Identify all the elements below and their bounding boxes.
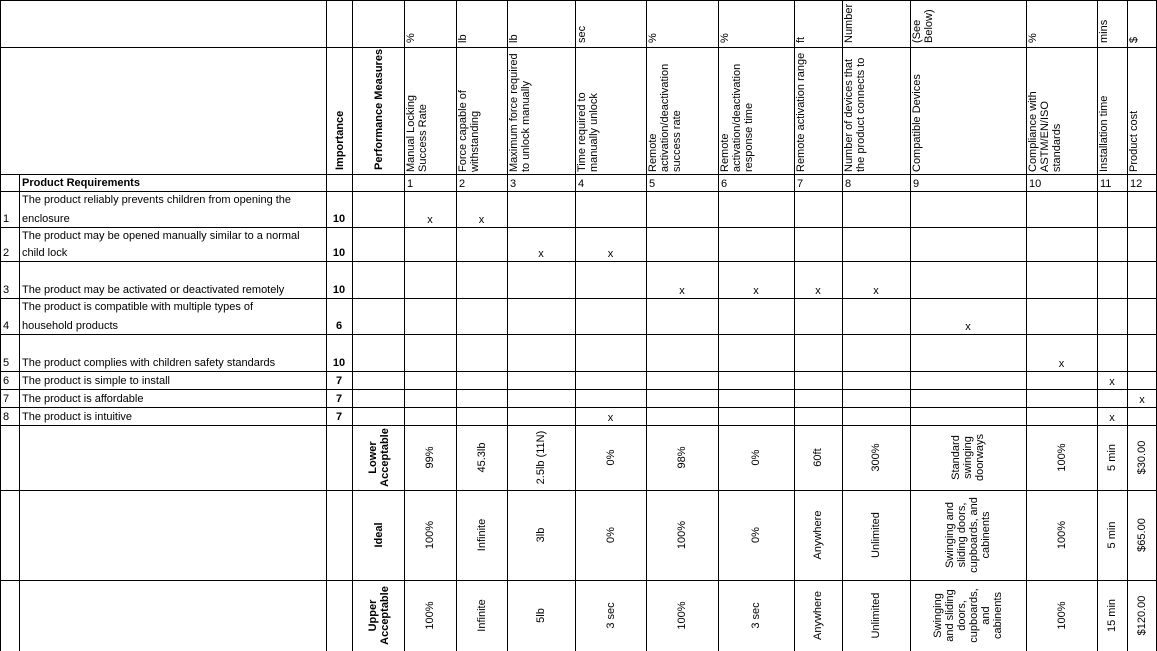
target-label-2: Ideal xyxy=(373,522,385,548)
requirement-importance: 10 xyxy=(332,247,346,259)
relationship-mark: x xyxy=(873,285,879,297)
target-value: $30.00 xyxy=(1136,440,1148,475)
metric-unit-10: % xyxy=(1027,33,1039,43)
target-value: 100% xyxy=(1055,520,1068,550)
metric-name-4: Time required to manually unlock xyxy=(576,92,600,172)
target-value: 100% xyxy=(424,520,436,550)
requirement-importance: 7 xyxy=(335,375,343,387)
grid-line-h xyxy=(0,389,1157,390)
metric-unit-4: sec xyxy=(576,25,588,43)
target-value: Standard swinging doorways xyxy=(950,433,986,482)
metric-name-2: Force capable of withstanding xyxy=(457,90,481,172)
metric-number-6: 6 xyxy=(721,178,728,190)
relationship-mark: x xyxy=(607,248,614,260)
target-value: 98% xyxy=(676,446,688,469)
grid-line-h xyxy=(0,407,1157,408)
metric-number-12: 12 xyxy=(1130,178,1143,190)
metric-unit-3: lb xyxy=(508,34,520,43)
metric-name-3: Maximum force required to unlock manually xyxy=(508,53,532,172)
metric-name-12: Product cost xyxy=(1128,110,1140,172)
metric-number-3: 3 xyxy=(510,178,517,190)
relationship-mark: x xyxy=(1109,412,1115,424)
metric-number-2: 2 xyxy=(459,178,466,190)
requirement-number: 2 xyxy=(3,247,10,259)
grid-line-h xyxy=(0,261,1157,262)
metric-number-11: 11 xyxy=(1100,178,1112,190)
target-value: Anywhere xyxy=(812,591,824,640)
target-value: 300% xyxy=(870,443,882,472)
grid-line-h xyxy=(0,334,1157,335)
metric-name-10: Compliance with ASTM/EN/ISO standards xyxy=(1027,91,1063,172)
metric-unit-8: Number xyxy=(843,3,855,43)
relationship-mark: x xyxy=(815,285,821,297)
metric-unit-2: lb xyxy=(457,34,469,43)
metric-name-9: Compatible Devices xyxy=(911,74,923,172)
target-value: 0% xyxy=(604,527,617,543)
target-value: 0% xyxy=(750,527,762,543)
grid-line-h xyxy=(0,191,1157,192)
relationship-mark: x xyxy=(1139,394,1145,406)
requirement-importance: 6 xyxy=(335,320,343,332)
metric-name-6: Remote activation/deactivation response time xyxy=(719,63,755,172)
target-value: Unlimited xyxy=(870,592,882,639)
target-value: 100% xyxy=(676,601,688,630)
target-value: 5 min xyxy=(1106,521,1118,549)
target-value: 45.3lb xyxy=(475,442,488,473)
metric-name-7: Remote activation range xyxy=(795,52,807,172)
requirement-text-line1: The product is compatible with multiple types of xyxy=(22,301,254,313)
requirement-text-line1: The product reliably prevents children from opening the xyxy=(22,194,292,206)
target-value: $65.00 xyxy=(1136,518,1148,552)
grid-line-h xyxy=(0,47,1157,48)
target-value: 3lb xyxy=(535,527,547,543)
requirement-number: 1 xyxy=(3,213,10,225)
target-value: 0% xyxy=(750,449,762,466)
target-value: 5lb xyxy=(535,608,547,623)
metric-name-5: Remote activation/deactivation success rate xyxy=(647,63,683,172)
metric-unit-9: (See Below) xyxy=(911,9,935,43)
target-value: 3 sec xyxy=(604,602,617,629)
requirement-importance: 10 xyxy=(332,284,346,296)
relationship-mark: x xyxy=(1058,358,1065,370)
metric-name-8: Number of devices that the product connects to xyxy=(843,57,867,172)
metric-number-1: 1 xyxy=(407,178,414,190)
target-value: 100% xyxy=(676,520,688,550)
target-value: 100% xyxy=(1055,601,1068,630)
target-value: Infinite xyxy=(475,599,488,632)
requirement-importance: 10 xyxy=(332,213,346,225)
grid-line-h xyxy=(0,580,1157,581)
relationship-mark: x xyxy=(607,412,614,424)
metric-unit-5: % xyxy=(647,33,659,43)
target-value: Infinite xyxy=(475,518,488,552)
grid-line-h xyxy=(0,227,1157,228)
target-label-1: Lower Acceptable xyxy=(367,428,391,487)
grid-line-h xyxy=(0,425,1157,426)
target-value: Swinging and sliding doors, cupboards, and cabinents xyxy=(932,588,1004,643)
metric-number-7: 7 xyxy=(797,178,804,190)
target-value: 99% xyxy=(424,446,436,469)
requirement-number: 5 xyxy=(3,357,10,369)
relationship-mark: x xyxy=(478,214,485,226)
grid-line-v xyxy=(19,174,20,651)
importance-header: Importance xyxy=(334,110,346,170)
metric-number-5: 5 xyxy=(649,178,656,190)
metric-number-4: 4 xyxy=(578,178,585,190)
requirement-text: The product may be activated or deactivated remotely xyxy=(22,284,285,296)
relationship-mark: x xyxy=(538,248,544,260)
metric-unit-6: % xyxy=(719,33,731,43)
metric-number-8: 8 xyxy=(845,178,852,190)
relationship-mark: x xyxy=(679,285,685,297)
requirement-text: The product is intuitive xyxy=(22,411,133,423)
target-value: 5 min xyxy=(1106,444,1118,471)
metric-number-10: 10 xyxy=(1029,178,1042,190)
requirement-number: 6 xyxy=(3,375,10,387)
requirement-text: child lock xyxy=(22,247,68,259)
requirement-text-line1: The product may be opened manually similar to a normal xyxy=(22,230,300,242)
grid-line-h xyxy=(0,0,1157,1)
requirement-text: The product is affordable xyxy=(22,393,144,405)
performance-measures-header: Performance Measures xyxy=(373,48,385,170)
target-value: 15 min xyxy=(1106,598,1118,633)
metric-unit-1: % xyxy=(405,33,417,43)
requirement-importance: 10 xyxy=(332,357,346,369)
target-value: Anywhere xyxy=(812,510,824,560)
metric-unit-7: ft xyxy=(795,36,807,43)
grid-line-v xyxy=(352,0,353,651)
relationship-mark: x xyxy=(1109,376,1115,388)
target-value: 2.5lb (11N) xyxy=(535,430,547,485)
requirement-text: The product complies with children safety standards xyxy=(22,357,276,369)
metric-name-11: Installation time xyxy=(1098,95,1110,172)
requirement-importance: 7 xyxy=(335,393,343,405)
relationship-mark: x xyxy=(965,321,971,333)
requirement-text: enclosure xyxy=(22,213,70,225)
target-value: Unlimited xyxy=(870,512,882,558)
grid-line-h xyxy=(0,371,1157,372)
requirement-number: 7 xyxy=(3,393,10,405)
target-value: 60ft xyxy=(812,448,824,467)
relationship-mark: x xyxy=(427,214,433,226)
grid-line-h xyxy=(0,174,1157,175)
grid-line-h xyxy=(0,298,1157,299)
target-value: Swinging and sliding doors, cupboards, and cabinents xyxy=(944,497,992,573)
metric-unit-12: $ xyxy=(1128,36,1140,43)
target-label-3: Upper Acceptable xyxy=(367,586,391,645)
requirement-number: 8 xyxy=(3,411,10,423)
metric-number-9: 9 xyxy=(913,178,920,190)
grid-line-v xyxy=(0,0,1,651)
metric-name-1: Manual Locking Success Rate xyxy=(405,94,429,172)
requirement-number: 3 xyxy=(3,284,10,296)
target-value: 3 sec xyxy=(750,602,762,629)
metric-unit-11: mins xyxy=(1098,19,1110,43)
requirement-importance: 7 xyxy=(335,411,343,423)
grid-line-h xyxy=(0,490,1157,491)
requirement-text: The product is simple to install xyxy=(22,375,170,387)
target-value: 100% xyxy=(1055,443,1068,472)
requirement-text: household products xyxy=(22,320,119,332)
product-requirements-label: Product Requirements xyxy=(22,177,140,189)
target-value: 100% xyxy=(424,601,436,630)
requirement-number: 4 xyxy=(3,320,10,332)
relationship-mark: x xyxy=(753,285,759,297)
target-value: 0% xyxy=(604,449,617,466)
target-value: $120.00 xyxy=(1136,595,1148,636)
